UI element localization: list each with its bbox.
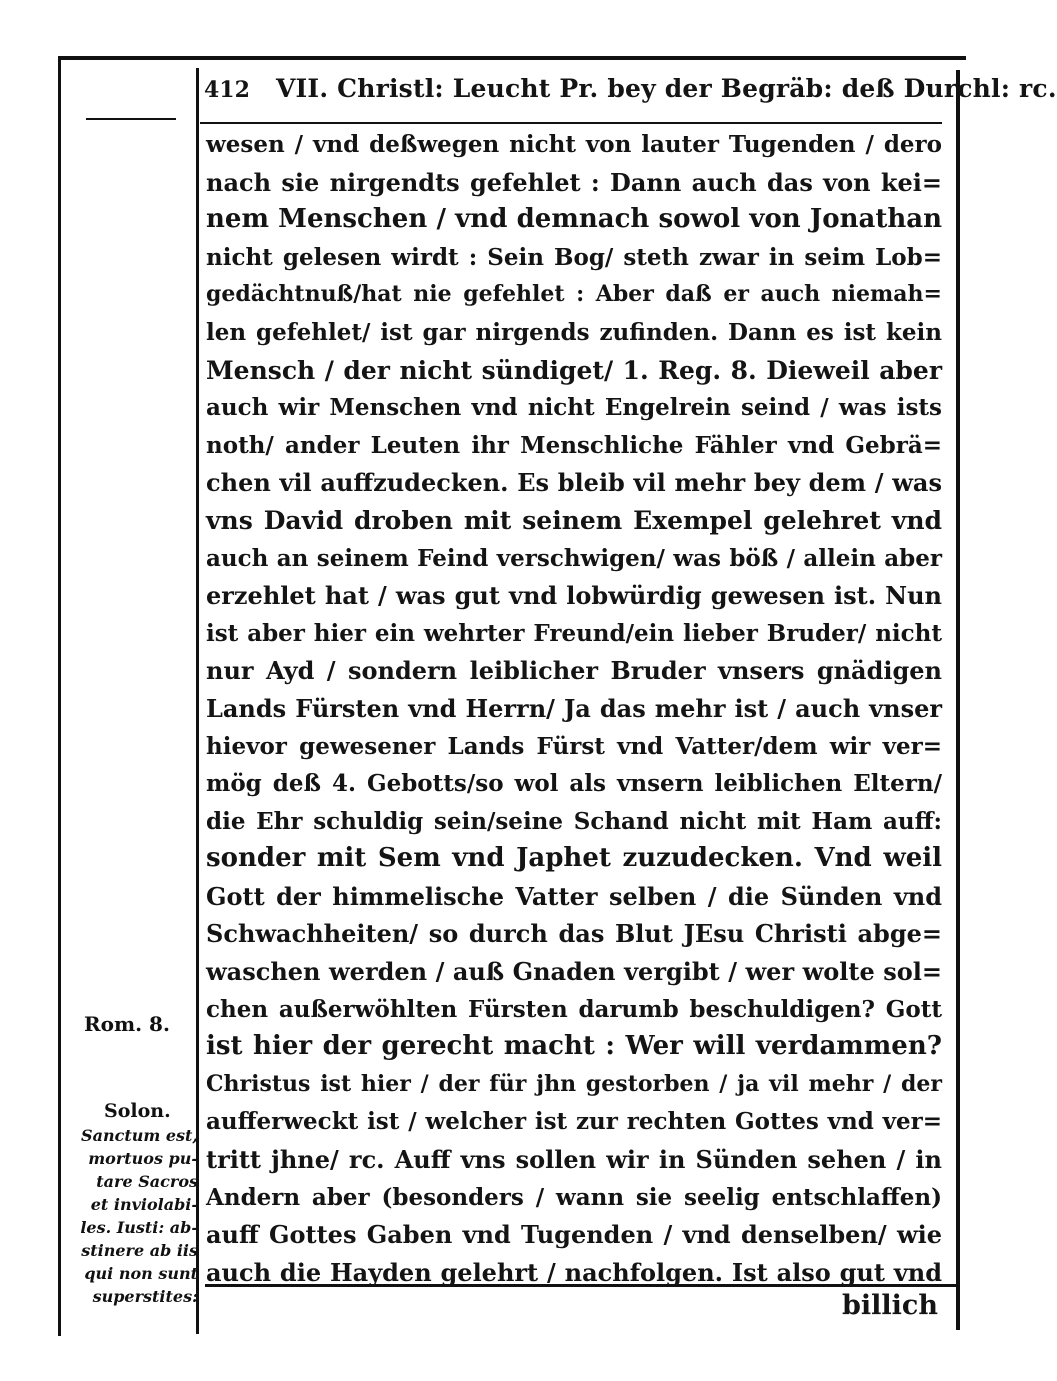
margin-note-line: stinere ab iis (81, 1241, 198, 1260)
margin-note-rom: Rom. 8. (84, 1012, 170, 1036)
text-line: auch an seinem Feind verschwigen/ was böß / allein aber (206, 544, 942, 572)
frame-top-rule (58, 56, 966, 60)
text-line: hievor gewesener Lands Fürst vnd Vatter/dem wir ver= (206, 732, 942, 760)
text-line: vns David droben mit seinem Exempel gelehret vnd (206, 505, 942, 535)
text-line: Andern aber (besonders / wann sie seelig entschlaffen) (206, 1183, 942, 1211)
text-line: nach sie nirgendts gefehlet : Dann auch das von kei= (206, 167, 942, 197)
text-line: Gott der himmelische Vatter selben / die Sünden vnd (206, 881, 942, 911)
margin-top-rule (86, 118, 176, 120)
running-header (204, 74, 1057, 114)
text-line: erzehlet hat / was gut vnd lobwürdig gewesen ist. Nun (206, 581, 942, 611)
text-line: auff Gottes Gaben vnd Tugenden / vnd denselben/ wie (206, 1220, 942, 1250)
text-line: chen vil auffzudecken. Es bleib vil mehr bey dem / was (206, 468, 942, 498)
margin-note-line: et inviolabi- (90, 1195, 198, 1214)
text-line: aufferweckt ist / welcher ist zur rechten Gottes vnd ver= (206, 1108, 942, 1136)
text-line: auch die Hayden gelehrt / nachfolgen. Ist also gut vnd (206, 1257, 942, 1287)
text-line: len gefehlet/ ist gar nirgends zufinden. Dann es ist kein (206, 318, 942, 346)
margin-note-line: tare Sacros (96, 1172, 198, 1191)
text-line: noth/ ander Leuten ihr Menschliche Fähler vnd Gebrä= (206, 431, 942, 459)
main-text-block (206, 126, 942, 1291)
margin-note-solon-heading: Solon. (104, 1100, 171, 1122)
text-line: chen außerwöhlten Fürsten darumb beschuldigen? Gott (206, 995, 942, 1023)
text-line: nicht gelesen wirdt : Sein Bog/ steth zwar in seim Lob= (206, 243, 942, 271)
text-line: Mensch / der nicht sündiget/ 1. Reg. 8. Dieweil aber (206, 355, 942, 385)
text-line: gedächtnuß/hat nie gefehlet : Aber daß er auch niemah= (206, 281, 942, 308)
text-line: ist hier der gerecht macht : Wer will verdammen? (206, 1031, 942, 1062)
text-line: Christus ist hier / der für jhn gestorben / ja vil mehr / der (206, 1070, 942, 1097)
text-line: nem Menschen / vnd demnach sowol von Jonathan (206, 204, 942, 235)
text-line: waschen werden / auß Gnaden vergibt / wer wolte sol= (206, 957, 942, 987)
margin-note-line: superstites: (92, 1287, 198, 1306)
text-line: ist aber hier ein wehrter Freund/ein lieber Bruder/ nicht (206, 619, 942, 647)
running-title: VII. Christl: Leucht Pr. bey der Begräb: deß Durchl: rc. (275, 74, 1057, 103)
margin-note-solon-quote (68, 1124, 198, 1308)
text-line: mög deß 4. Gebotts/so wol als vnsern leiblichen Eltern/ (206, 770, 942, 798)
text-line: Schwachheiten/ so durch das Blut JEsu Christi abge= (206, 919, 942, 949)
catchword: billich (842, 1290, 938, 1321)
header-rule (200, 122, 942, 124)
frame-right-rule (956, 70, 960, 1330)
text-line: wesen / vnd deßwegen nicht von lauter Tugenden / dero (206, 131, 942, 158)
text-line: nur Ayd / sondern leiblicher Bruder vnsers gnädigen (206, 656, 942, 686)
text-line: Lands Fürsten vnd Herrn/ Ja das mehr ist / auch vnser (206, 693, 942, 723)
margin-note-line: qui non sunt (84, 1264, 198, 1283)
margin-note-line: les. Iusti: ab- (80, 1218, 198, 1237)
text-line: tritt jhne/ rc. Auff vns sollen wir in Sünden sehen / in (206, 1145, 942, 1175)
margin-note-line: Sanctum est, (81, 1126, 198, 1145)
frame-left-outer-rule (58, 56, 61, 1336)
text-line: die Ehr schuldig sein/seine Schand nicht mit Ham auff: (206, 807, 942, 835)
margin-note-line: mortuos pu- (88, 1149, 198, 1168)
page-number: 412 (204, 77, 250, 103)
text-line: auch wir Menschen vnd nicht Engelrein seind / was ists (206, 394, 942, 422)
text-line: sonder mit Sem vnd Japhet zuzudecken. Vnd weil (206, 843, 942, 874)
